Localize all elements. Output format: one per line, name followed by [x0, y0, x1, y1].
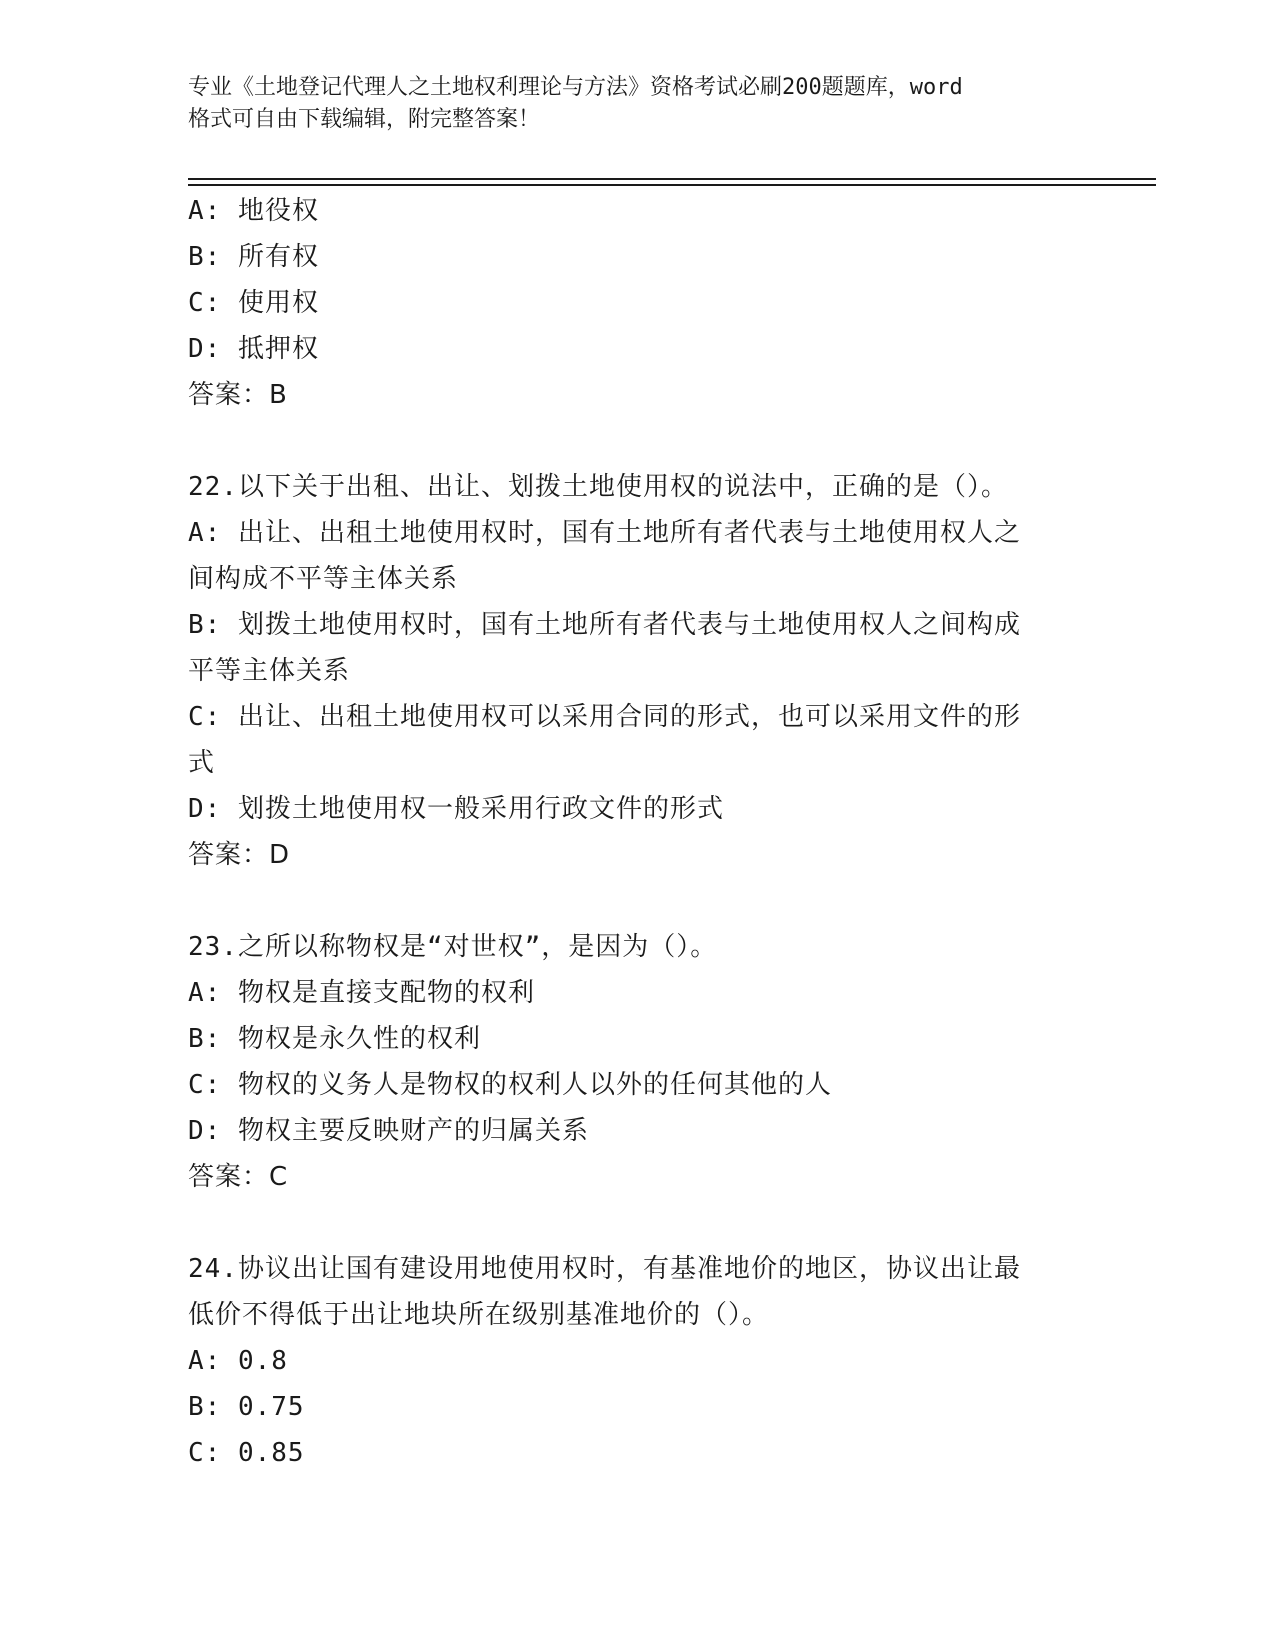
option-d: D: 物权主要反映财产的归属关系 — [188, 1116, 589, 1146]
question-23 — [188, 924, 1088, 1200]
option-c-continued: 式 — [188, 748, 216, 778]
option-c: C: 出让、出租土地使用权可以采用合同的形式，也可以采用文件的形 — [188, 702, 1021, 732]
question-stem: 24.协议出让国有建设用地使用权时，有基准地价的地区，协议出让最 — [188, 1254, 1021, 1284]
option-d: D: 划拨土地使用权一般采用行政文件的形式 — [188, 794, 724, 824]
option-b: B: 0.75 — [188, 1392, 305, 1422]
spacer — [188, 418, 1088, 464]
question-stem: 23.之所以称物权是“对世权”，是因为（）。 — [188, 932, 718, 962]
option-b-continued: 平等主体关系 — [188, 656, 351, 686]
header-line-1: 专业《土地登记代理人之土地权利理论与方法》资格考试必刷200题题库，word — [188, 75, 963, 100]
document-header — [188, 72, 1088, 136]
answer-line: 答案：B — [188, 380, 288, 410]
option-a: A: 0.8 — [188, 1346, 288, 1376]
option-c: C: 物权的义务人是物权的权利人以外的任何其他的人 — [188, 1070, 832, 1100]
option-c: C: 使用权 — [188, 288, 319, 318]
question-22 — [188, 464, 1088, 878]
answer-line: 答案：C — [188, 1162, 289, 1192]
question-stem-continued: 低价不得低于出让地块所在级别基准地价的（）。 — [188, 1300, 770, 1330]
option-a-continued: 间构成不平等主体关系 — [188, 564, 459, 594]
option-a: A: 地役权 — [188, 196, 319, 226]
option-d: D: 抵押权 — [188, 334, 319, 364]
header-line-2: 格式可自由下载编辑，附完整答案！ — [188, 107, 541, 132]
option-c: C: 0.85 — [188, 1438, 305, 1468]
spacer — [188, 1200, 1088, 1246]
option-b: B: 所有权 — [188, 242, 319, 272]
question-stem: 22.以下关于出租、出让、划拨土地使用权的说法中，正确的是（）。 — [188, 472, 1008, 502]
spacer — [188, 878, 1088, 924]
option-a: A: 出让、出租土地使用权时，国有土地所有者代表与土地使用权人之 — [188, 518, 1021, 548]
question-24 — [188, 1246, 1088, 1476]
option-a: A: 物权是直接支配物的权利 — [188, 978, 535, 1008]
question-21-tail — [188, 188, 1088, 418]
header-divider-bottom — [188, 184, 1156, 186]
answer-line: 答案：D — [188, 840, 291, 870]
header-divider-top — [188, 178, 1156, 180]
option-b: B: 物权是永久性的权利 — [188, 1024, 481, 1054]
question-list — [188, 188, 1088, 1476]
option-b: B: 划拨土地使用权时，国有土地所有者代表与土地使用权人之间构成 — [188, 610, 1021, 640]
